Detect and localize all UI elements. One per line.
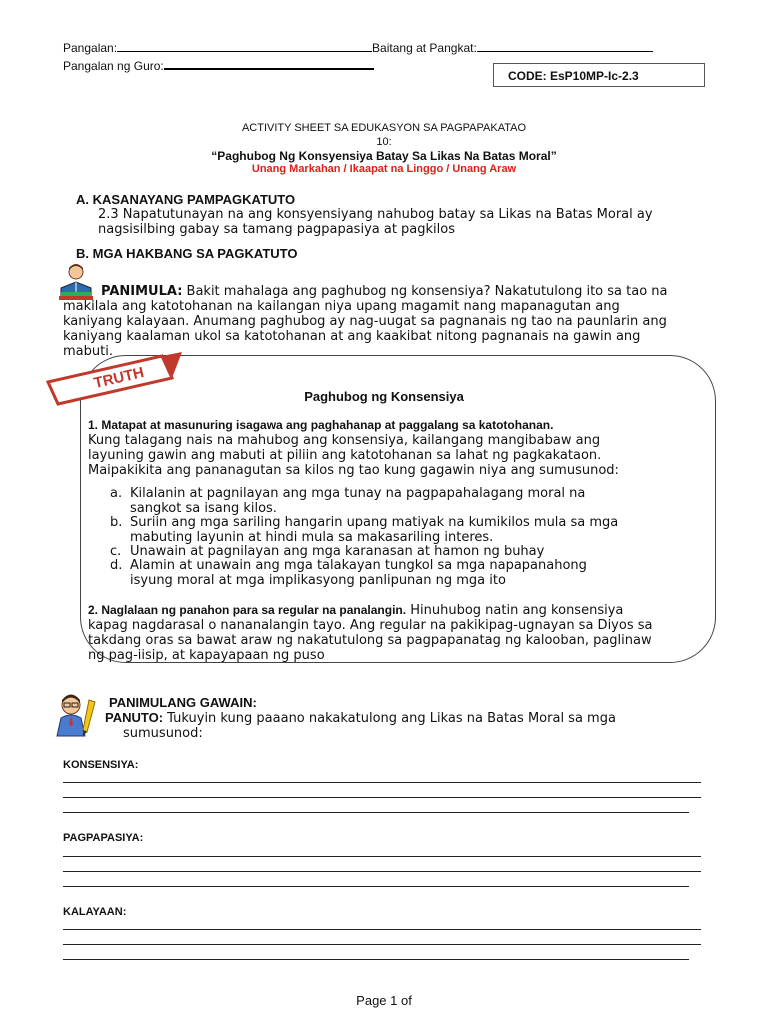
list-item: d. xyxy=(110,558,123,573)
answer-line[interactable] xyxy=(63,929,701,930)
answer-line[interactable] xyxy=(63,797,701,798)
list-item-text: Unawain at pagnilayan ang mga karanasan at hamon ng buhay xyxy=(130,544,545,559)
subtitle: Unang Markahan / Ikaapat na Linggo / Unang Araw xyxy=(251,163,517,175)
list-item-text: Alamin at unawain ang mga talakayan tungkol sa mga napapanahong isyung moral at mga implikasyong panlipunan ng mga ito xyxy=(130,558,587,588)
title-line1: ACTIVITY SHEET SA EDUKASYON SA PAGPAPAKATAO xyxy=(241,122,527,134)
pagpapasiya-label: PAGPAPASIYA: xyxy=(63,832,144,844)
kalayaan-label: KALAYAAN: xyxy=(63,906,127,918)
list-item-text: Suriin ang mga sariling hangarin upang matiyak na kumikilos mula sa mga mabuting layunin at hindi mula sa makasariling interes. xyxy=(130,515,619,545)
name-label: Pangalan: xyxy=(63,41,118,55)
answer-line[interactable] xyxy=(63,886,689,887)
teacher-label: Pangalan ng Guro: xyxy=(63,59,164,73)
point2-paragraph: 2. Naglalaan ng panahon para sa regular na panalangin. Hinuhubog natin ang konsensiya kapag nagdarasal o nananalangin tayo. Ang regular na pakikipag-ugnayan sa Diyos sa takdang oras sa bawat araw ng nakatutulong sa pagpapanatag ng kalooban, paglinaw ng pag-iisip, at kapayapaan ng puso xyxy=(88,603,653,663)
answer-line[interactable] xyxy=(63,871,701,872)
grade-label: Baitang at Pangkat: xyxy=(372,41,477,55)
point1-paragraph: Kung talagang nais na mahubog ang konsensiya, kailangang mangibabaw ang layuning gawin ang mabuti at piliin ang katotohanan sa lahat ng pagkakataon. Maipakikita ang pananagutan sa kilos ng tao kung gagawin niya ang sumusunod: xyxy=(88,433,619,478)
activity-heading: PANIMULANG GAWAIN: xyxy=(109,695,257,710)
section-a-line1: 2.3 Napatutunayan na ang konsyensiyang nahubog batay sa Likas na Batas Moral ay xyxy=(98,207,653,222)
section-b-heading: B. MGA HAKBANG SA PAGKATUTO xyxy=(76,246,298,261)
answer-line[interactable] xyxy=(63,959,689,960)
list-item: c. xyxy=(110,544,122,559)
section-a-heading: A. KASANAYANG PAMPAGKATUTO xyxy=(76,192,296,207)
name-blank[interactable] xyxy=(117,39,372,52)
answer-line[interactable] xyxy=(63,782,701,783)
teacher-pencil-icon xyxy=(53,692,99,738)
main-title: “Paghubog Ng Konsyensiya Batay Sa Likas Na Batas Moral” xyxy=(211,149,557,163)
panuto-paragraph: PANUTO: Tukuyin kung paaano nakakatulong ang Likas na Batas Moral sa mga sumusunod: xyxy=(105,710,616,741)
list-item: a. xyxy=(110,486,123,501)
list-item-text: Kilalanin at pagnilayan ang mga tunay na pagpapahalagang moral na sangkot sa isang kilos. xyxy=(130,486,586,516)
section-a-line2: nagsisilbing gabay sa tamang pagpapasiya at pagkilos xyxy=(98,222,456,237)
point2-heading: 2. Naglalaan ng panahon para sa regular na panalangin. xyxy=(88,603,407,617)
grade-blank[interactable] xyxy=(477,39,653,52)
teacher-field-row xyxy=(63,56,374,73)
panimula-label: PANIMULA: xyxy=(101,284,183,299)
answer-line[interactable] xyxy=(63,812,689,813)
panimula-paragraph: PANIMULA: Bakit mahalaga ang paghubog ng konsensiya? Nakatutulong ito sa tao na makilala ang katotohanan na kailangan niya upang magamit nang mapanagutan ang kaniyang kalayaan. Anumang paghubog ay nag-uugat sa pagnanais ng tao na paunlarin ang kaniyang kaalaman ukol sa katotohanan at ang kaakibat nitong pagnanais na gawin ang mabuti. xyxy=(63,284,668,359)
truth-banner-icon xyxy=(44,352,184,416)
page-number: Page 1 of xyxy=(356,993,412,1008)
code-box: CODE: EsP10MP-Ic-2.3 xyxy=(493,63,705,87)
point1-heading: 1. Matapat at masunuring isagawa ang paghahanap at paggalang sa katotohanan. xyxy=(88,418,554,432)
title-line2: 10: xyxy=(376,136,392,148)
panuto-label: PANUTO: xyxy=(105,710,164,725)
box-title: Paghubog ng Konsensiya xyxy=(304,389,464,404)
answer-line[interactable] xyxy=(63,944,701,945)
answer-line[interactable] xyxy=(63,856,701,857)
konsensiya-label: KONSENSIYA: xyxy=(63,759,139,771)
teacher-blank[interactable] xyxy=(164,56,374,70)
truth-banner-text: TRUTH xyxy=(92,364,146,393)
list-item: b. xyxy=(110,515,123,530)
name-field-row xyxy=(63,39,653,55)
